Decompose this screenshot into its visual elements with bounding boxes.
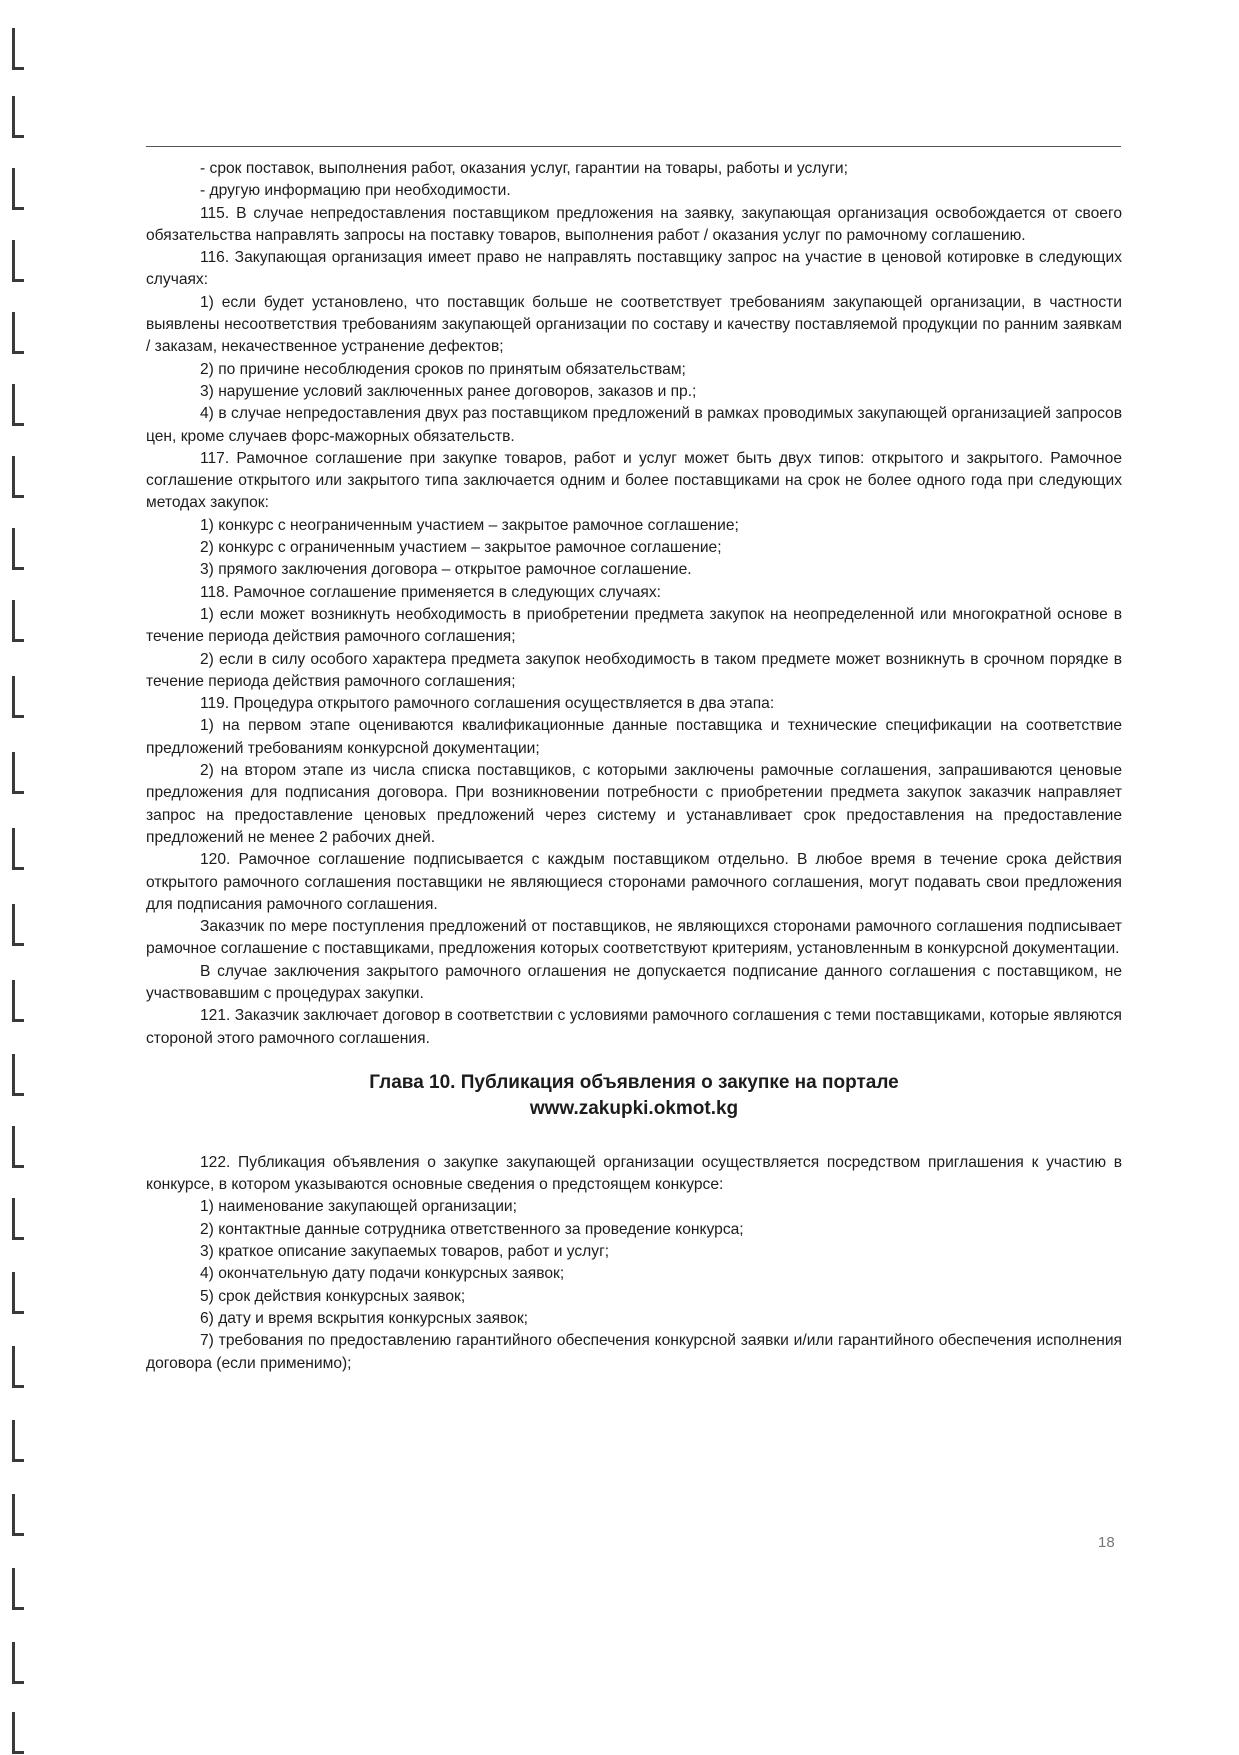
paragraph: 2) если в силу особого характера предмета закупок необходимость в таком предмете может возникнуть в срочном порядке в течение периода действия рамочного соглашения; (146, 650, 1122, 690)
paragraph: 117. Рамочное соглашение при закупке товаров, работ и услуг может быть двух типов: открытого и закрытого. Рамочное соглашение открытого или закрытого типа заключается одним и более поставщиками на срок не более одного года при следующих методах закупок: (146, 449, 1122, 512)
paragraph: 119. Процедура открытого рамочного соглашения осуществляется в два этапа: (200, 695, 775, 713)
binding-ring-icon (12, 1642, 22, 1684)
paragraph: 1) если может возникнуть необходимость в приобретении предмета закупок на неопределенной или многократной основе в течение периода действия рамочного соглашения; (146, 605, 1122, 646)
paragraph: 4) в случае непредоставления двух раз поставщиком предложений в рамках проводимых закупающей организацией запросов цен, кроме случаев форс-мажорных обязательств. (146, 405, 1122, 445)
paragraph: 115. В случае непредоставления поставщиком предложения на заявку, закупающая организация освобождается от своего обязательства направлять запросы на поставку товаров, выполнения работ / оказания услуг по рамочному соглашению. (146, 204, 1122, 244)
binding-ring-icon (12, 1198, 22, 1240)
paragraph: 2) контактные данные сотрудника ответственного за проведение конкурса; (200, 1220, 744, 1238)
binding-ring-icon (12, 1126, 22, 1168)
binding-ring-icon (12, 28, 22, 70)
paragraph: 3) прямого заключения договора – открытое рамочное соглашение. (200, 561, 692, 579)
binding-ring-icon (12, 600, 22, 642)
paragraph: 3) краткое описание закупаемых товаров, работ и услуг; (200, 1243, 610, 1261)
paragraph: 7) требования по предоставлению гарантийного обеспечения конкурсной заявки и/или гарантийного обеспечения исполнения договора (если применимо); (146, 1332, 1122, 1372)
binding-ring-icon (12, 828, 22, 870)
binding-ring-icon (12, 752, 22, 794)
header-rule (146, 146, 1121, 147)
binding-ring-icon (12, 384, 22, 426)
paragraph: 6) дату и время вскрытия конкурсных заявок; (200, 1309, 529, 1327)
paragraph: 118. Рамочное соглашение применяется в следующих случаях: (200, 583, 661, 601)
paragraph: 1) наименование закупающей организации; (200, 1198, 517, 1216)
paragraph: 4) окончательную дату подачи конкурсных заявок; (200, 1265, 565, 1283)
chapter-title: Глава 10. Публикация объявления о закупке на портале (369, 1071, 899, 1093)
binding-ring-icon (12, 1346, 22, 1388)
binding-ring-icon (12, 1420, 22, 1462)
binding-ring-icon (12, 96, 22, 138)
paragraph: 3) нарушение условий заключенных ранее договоров, заказов и пр.; (200, 382, 697, 400)
page-body (146, 158, 1122, 1375)
paragraph: 121. Заказчик заключает договор в соответствии с условиями рамочного соглашения с теми поставщиками, которые являются стороной этого рамочного соглашения. (146, 1007, 1122, 1047)
binding-ring-icon (12, 904, 22, 946)
paragraph: 1) на первом этапе оцениваются квалификационные данные поставщика и технические спецификации на соответствие предложений требованиям конкурсной документации; (146, 717, 1122, 757)
portal-url: www.zakupki.okmot.kg (529, 1097, 739, 1119)
section-paragraphs-after (146, 1152, 1122, 1375)
paragraph: 5) срок действия конкурсных заявок; (200, 1287, 466, 1305)
paragraph: 1) конкурс с неограниченным участием – закрытое рамочное соглашение; (200, 516, 739, 534)
paragraph: 122. Публикация объявления о закупке закупающей организации осуществляется посредством приглашения к участию в конкурсе, в котором указываются основные сведения о предстоящем конкурсе: (146, 1153, 1122, 1194)
paragraph: В случае заключения закрытого рамочного оглашения не допускается подписание данного соглашения с поставщиком, не участвовавшим с процедурах закупки. (146, 962, 1122, 1002)
paragraph: 1) если будет установлено, что поставщик больше не соответствует требованиям закупающей организации, в частности выявлены несоответствия требованиям закупающей организации по составу и качеству поставляемой продукции по ранним заявкам / заказам, некачественное устранение дефектов; (146, 293, 1122, 356)
section-paragraphs-before (146, 158, 1122, 1050)
binding-holes (6, 0, 32, 1755)
paragraph: Заказчик по мере поступления предложений от поставщиков, не являющихся сторонами рамочного соглашения подписывает рамочное соглашение с поставщиками, предложения которых соответствуют критериям, установленным в конкурсной документации. (146, 918, 1122, 958)
page-number: 18 (1098, 1534, 1115, 1551)
paragraph: - срок поставок, выполнения работ, оказания услуг, гарантии на товары, работы и услуги; (200, 160, 848, 177)
paragraph: 120. Рамочное соглашение подписывается с каждым поставщиком отдельно. В любое время в течение срока действия открытого рамочного соглашения поставщики не являющиеся сторонами рамочного соглашения, могут подавать свои предложения для подписания рамочного соглашения. (146, 851, 1122, 913)
paragraph: 116. Закупающая организация имеет право не направлять поставщику запрос на участие в ценовой котировке в следующих случаях: (146, 249, 1122, 289)
binding-ring-icon (12, 456, 22, 498)
binding-ring-icon (12, 528, 22, 570)
binding-ring-icon (12, 1712, 22, 1754)
binding-ring-icon (12, 1054, 22, 1096)
binding-ring-icon (12, 1568, 22, 1610)
paragraph: - другую информацию при необходимости. (200, 182, 511, 200)
binding-ring-icon (12, 312, 22, 354)
binding-ring-icon (12, 676, 22, 718)
binding-ring-icon (12, 168, 22, 210)
paragraph: 2) конкурс с ограниченным участием – закрытое рамочное соглашение; (200, 539, 722, 557)
binding-ring-icon (12, 1272, 22, 1314)
binding-ring-icon (12, 240, 22, 282)
paragraph: 2) на втором этапе из числа списка поставщиков, с которыми заключены рамочные соглашения, запрашиваются ценовые предложения для подписания договора. При возникновении потребности с приобретении предмета закупок заказчик направляет запрос на предоставление ценовых предложений через систему и устанавливает срок предоставления на предоставление предложений не менее 2 рабочих дней. (146, 762, 1122, 846)
paragraph: 2) по причине несоблюдения сроков по принятым обязательствам; (200, 360, 686, 378)
chapter-heading (146, 1070, 1122, 1122)
binding-ring-icon (12, 1494, 22, 1536)
binding-ring-icon (12, 980, 22, 1022)
